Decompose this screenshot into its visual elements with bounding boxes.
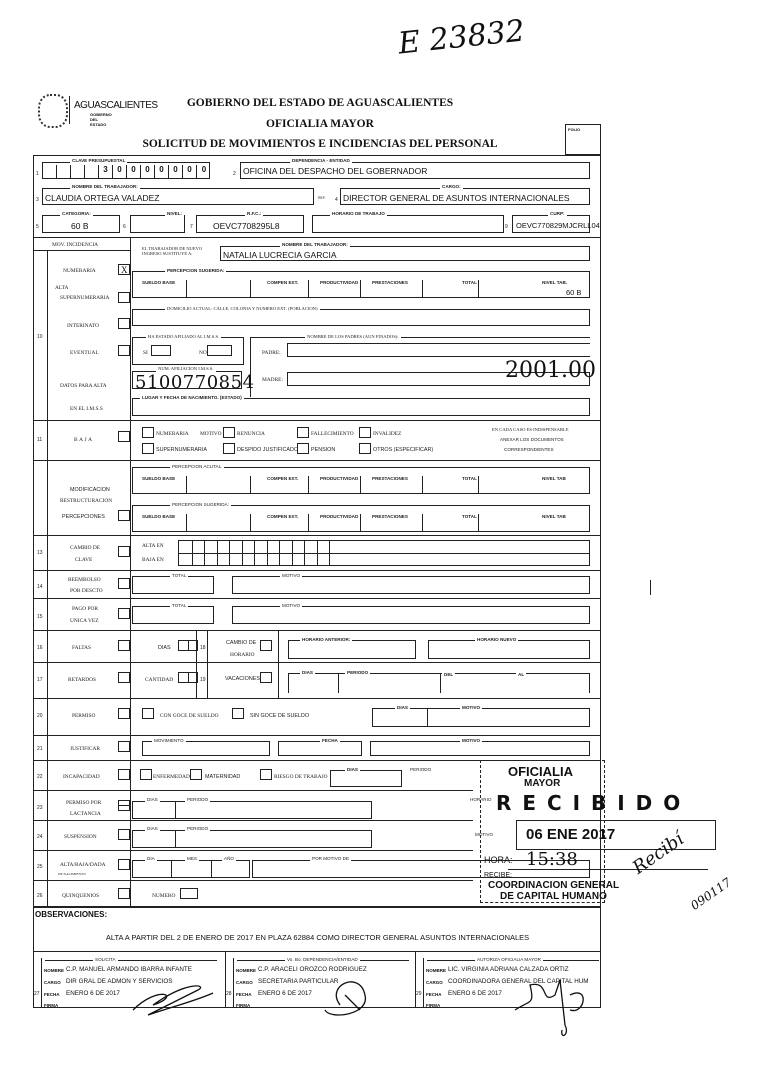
signature-nombre: C.P. MANUEL ARMANDO IBARRA INFANTE [66, 966, 192, 973]
cambio-clave-grid[interactable] [178, 540, 590, 566]
signature-cargo-label: CARGO [236, 980, 253, 985]
observaciones-text: ALTA A PARTIR DEL 2 DE ENERO DE 2017 EN PLAZA 62884 COMO DIRECTOR GENERAL ASUNTOS INTERNACIONALES [105, 933, 530, 942]
categoria-field[interactable]: 60 B [42, 215, 120, 233]
faltas-dias-field[interactable] [178, 640, 198, 651]
column-label: PRODUCTIVIDAD [320, 514, 359, 519]
percepcion-sugerida-mod-box [132, 505, 590, 532]
justificar-fecha-field[interactable] [278, 741, 362, 756]
clave-digit[interactable]: 0 [141, 165, 155, 178]
clave-digit[interactable] [57, 165, 71, 178]
pago-total-field[interactable] [132, 606, 214, 624]
signature-fecha-label: FECHA [44, 992, 60, 997]
signature-fecha: ENERO 6 DE 2017 [66, 990, 120, 997]
signature-title: Vo. Bo. DEPENDENCIA/ENTIDAD [287, 957, 358, 962]
justificar-movimiento-field[interactable] [142, 741, 270, 756]
cambio-horario-checkbox[interactable] [260, 640, 272, 651]
clave-digit[interactable]: 0 [201, 165, 207, 174]
signature-title: SOLICITA [95, 957, 116, 962]
supernumeraria-checkbox[interactable] [118, 292, 130, 303]
afiliacion-handwritten-number: 5100770854 [135, 372, 255, 393]
nombre-trabajador-field[interactable]: CLAUDIA ORTEGA VALADEZ [42, 188, 314, 205]
reembolso-checkbox[interactable] [118, 578, 130, 589]
pago-unica-vez-checkbox[interactable] [118, 608, 130, 619]
signature-nombre: C.P. ARACELI OROZCO RODRIGUEZ [258, 966, 367, 973]
clave-digit[interactable]: 0 [169, 165, 183, 178]
retardos-cantidad-field[interactable] [178, 672, 198, 683]
signature-cargo: COORDINADORA GENERAL DEL CAPITAL HUM [448, 978, 589, 985]
signature-nombre-label: NOMBRE [426, 968, 446, 973]
baja-checkbox[interactable] [118, 431, 130, 442]
con-goce-checkbox[interactable] [142, 708, 154, 719]
handwritten-folio: E 23832 [396, 13, 527, 62]
signature-firma-label: FIRMA [426, 1003, 441, 1008]
enfermedad-checkbox[interactable] [140, 769, 152, 780]
signature-firma-label: FIRMA [236, 1003, 251, 1008]
signature-cargo-label: CARGO [426, 980, 443, 985]
received-stamp: OFICIALIA MAYOR R E C I B I D O 06 ENE 2017 HORA: 15:38 RECIBE: COORDINACION GENERAL DE CAPITAL HUMANO [396, 760, 726, 910]
signature-nombre: LIC. VIRGINIA ADRIANA CALZADA ORTIZ [448, 966, 569, 973]
column-label: SUELDO BASE [142, 514, 176, 519]
lactancia-checkbox[interactable] [118, 800, 130, 811]
alta-baja-checkbox[interactable] [118, 859, 130, 870]
column-label: TOTAL [462, 514, 477, 519]
clave-digit[interactable]: 0 [183, 165, 197, 178]
domicilio-field[interactable] [132, 309, 590, 326]
signature-cargo: DIR GRAL DE ADMON Y SERVICIOS [66, 978, 173, 985]
vacaciones-checkbox[interactable] [260, 672, 272, 683]
column-label: NIVEL TAB [542, 476, 566, 481]
signature-fecha-label: FECHA [426, 992, 442, 997]
signature-fecha-label: FECHA [236, 992, 252, 997]
interinato-checkbox[interactable] [118, 318, 130, 329]
afiliado-si-checkbox[interactable] [151, 345, 171, 356]
curp-field[interactable]: OEVC770829MJCRLL04 [512, 215, 590, 233]
numeraria-checkbox[interactable]: X [118, 264, 130, 275]
otros-checkbox[interactable] [359, 443, 371, 454]
clave-digit[interactable] [85, 165, 99, 178]
despido-checkbox[interactable] [223, 443, 235, 454]
madre-handwritten-amount: 2001.00 [505, 358, 596, 383]
column-label: COMPEN EXT. [267, 476, 299, 481]
horario-anterior-field[interactable] [288, 640, 416, 659]
column-label: PRESTACIONES [372, 476, 408, 481]
reembolso-total-field[interactable] [132, 576, 214, 594]
recibi-date: 090117 [688, 875, 734, 913]
clave-digit[interactable]: 0 [155, 165, 169, 178]
incapacidad-dias-field[interactable] [330, 770, 402, 787]
observaciones-box [33, 907, 601, 952]
header-government: GOBIERNO DEL ESTADO DE AGUASCALIENTES [186, 97, 454, 109]
pension-checkbox[interactable] [297, 443, 309, 454]
vacaciones-box[interactable] [288, 673, 590, 693]
scan-mark [650, 580, 651, 595]
header-office: OFICIALIA MAYOR [266, 118, 374, 130]
baja-supernumeraria-checkbox[interactable] [142, 443, 154, 454]
sustituye-nombre-field[interactable]: NATALIA LUCRECIA GARCIA [220, 246, 590, 261]
clave-presupuestal-field[interactable] [42, 162, 210, 179]
signature-nombre-label: NOMBRE [44, 968, 64, 973]
quinquenios-numero-field[interactable] [180, 888, 198, 899]
signature-cargo-label: CARGO [44, 980, 61, 985]
suspension-checkbox[interactable] [118, 829, 130, 840]
signature-fecha: ENERO 6 DE 2017 [448, 990, 502, 997]
retardos-checkbox[interactable] [118, 672, 130, 683]
sin-goce-checkbox[interactable] [232, 708, 244, 719]
modificacion-checkbox[interactable] [118, 510, 130, 521]
folio-box[interactable]: FOLIO [565, 124, 601, 155]
signature-scribble [128, 975, 223, 1045]
column-label: SUELDO BASE [142, 476, 176, 481]
clave-digit[interactable] [43, 165, 57, 178]
reembolso-motivo-field[interactable] [232, 576, 590, 594]
fecha-dia-mes-anio-field[interactable] [132, 860, 250, 878]
renuncia-checkbox[interactable] [223, 427, 235, 438]
horario-nuevo-field[interactable] [428, 640, 590, 659]
clave-digit[interactable]: 0 [113, 165, 127, 178]
form-title: SOLICITUD DE MOVIMIENTOS E INCIDENCIAS DEL PERSONAL [142, 138, 498, 150]
column-label: NIVEL TAB [542, 514, 566, 519]
fallecimiento-checkbox[interactable] [297, 427, 309, 438]
permiso-dias-motivo-field[interactable] [372, 708, 590, 727]
clave-digit[interactable]: 3 [99, 165, 113, 178]
signature-nombre-label: NOMBRE [236, 968, 256, 973]
signature-title: AUTORIZA OFICIALIA MAYOR [477, 957, 541, 962]
cargo-field[interactable]: DIRECTOR GENERAL DE ASUNTOS INTERNACIONALES [340, 188, 590, 205]
suspension-dias-periodo-field[interactable] [132, 830, 372, 848]
dependencia-field[interactable]: OFICINA DEL DESPACHO DEL GOBERNADOR [240, 162, 590, 179]
nivel-field[interactable] [130, 215, 185, 233]
cambio-clave-checkbox[interactable] [118, 546, 130, 557]
padre-field[interactable] [287, 343, 590, 357]
signature-scribble [320, 975, 415, 1045]
signature-fecha: ENERO 6 DE 2017 [258, 990, 312, 997]
signature-scribble [510, 975, 605, 1045]
clave-digit[interactable] [71, 165, 85, 178]
permiso-checkbox[interactable] [118, 708, 130, 719]
incapacidad-checkbox[interactable] [118, 769, 130, 780]
rfc-field[interactable]: OEVC7708295L8 [196, 215, 304, 233]
recibi-note: Recibí [628, 828, 688, 879]
justificar-checkbox[interactable] [118, 741, 130, 752]
riesgo-trabajo-checkbox[interactable] [260, 769, 272, 780]
maternidad-checkbox[interactable] [190, 769, 202, 780]
column-label: COMPEN EXT. [267, 514, 299, 519]
observaciones-label: OBSERVACIONES: [35, 910, 108, 919]
faltas-checkbox[interactable] [118, 640, 130, 651]
column-label: PRODUCTIVIDAD [320, 476, 359, 481]
signature-firma-label: FIRMA [44, 1003, 59, 1008]
column-label: PRESTACIONES [372, 514, 408, 519]
percepcion-sugerida-box [132, 271, 590, 298]
clave-digit[interactable]: 0 [127, 165, 141, 178]
baja-numeraria-checkbox[interactable] [142, 427, 154, 438]
percepcion-actual-box [132, 467, 590, 494]
lugar-fecha-nacimiento-field[interactable] [132, 398, 590, 416]
eventual-checkbox[interactable] [118, 345, 130, 356]
horario-trabajo-field[interactable] [312, 215, 504, 233]
lactancia-dias-periodo-field[interactable] [132, 801, 372, 819]
pago-motivo-field[interactable] [232, 606, 590, 624]
justificar-motivo-field[interactable] [370, 741, 590, 756]
column-label: TOTAL [462, 476, 477, 481]
quinquenios-checkbox[interactable] [118, 888, 130, 899]
signature-cargo: SECRETARIA PARTICULAR [258, 978, 339, 985]
afiliado-no-checkbox[interactable] [207, 345, 232, 356]
invalidez-checkbox[interactable] [359, 427, 371, 438]
